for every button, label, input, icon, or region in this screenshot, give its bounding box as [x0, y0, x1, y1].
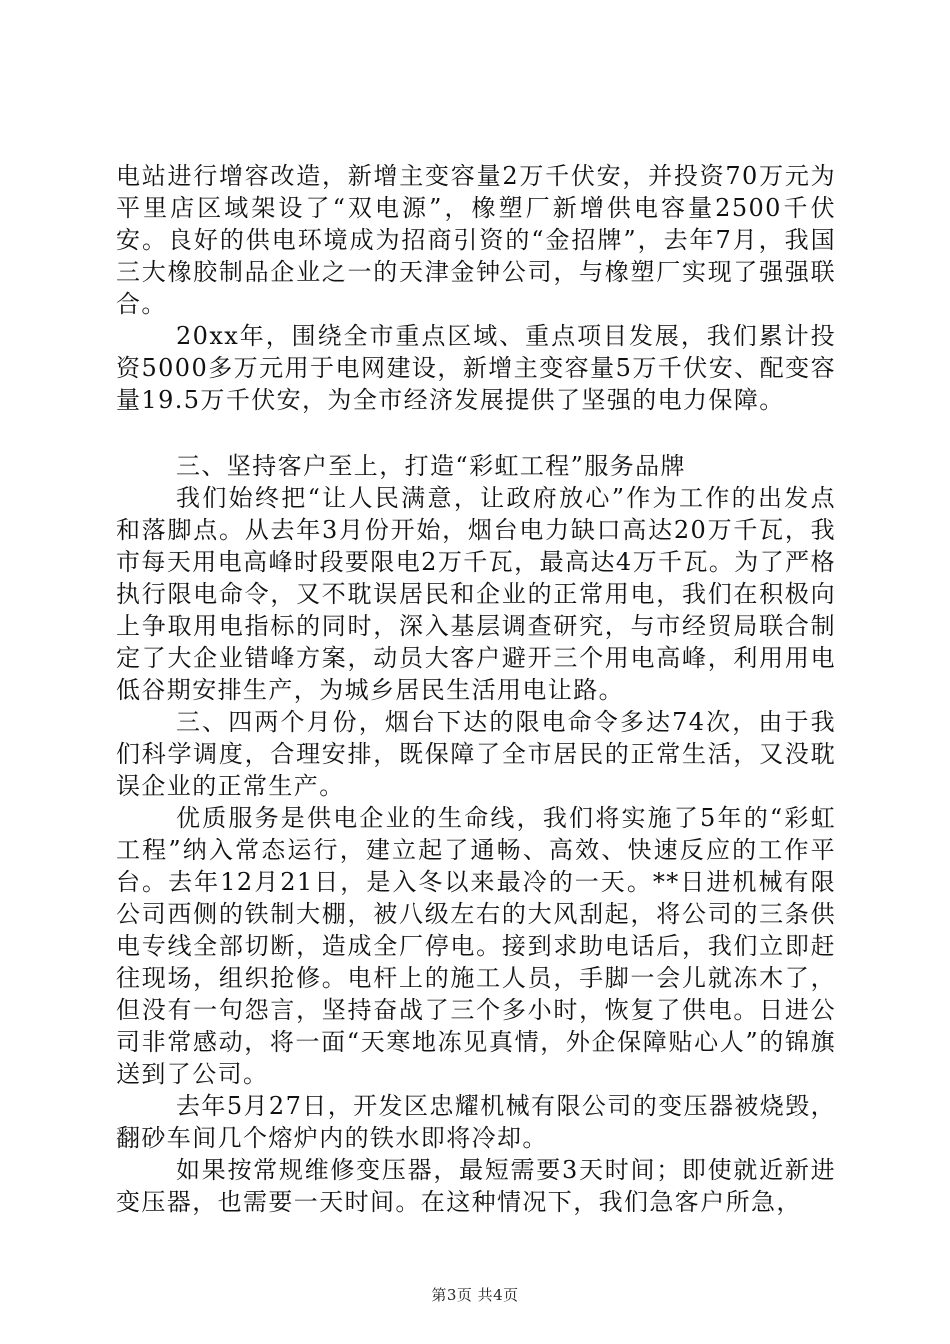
paragraph-continuation: 电站进行增容改造，新增主变容量2万千伏安，并投资70万元为平里店区域架设了“双电源”，橡塑厂新增供电容量2500千伏安。良好的供电环境成为招商引资的“金招牌”，去年7月，我国三大橡胶制品企业之一的天津金钟公司，与橡塑厂实现了强强联合。: [116, 162, 836, 318]
paragraph-transformer-burned: 去年5月27日，开发区忠耀机械有限公司的变压器被烧毁，翻砂车间几个熔炉内的铁水即将冷却。: [116, 1092, 836, 1152]
paragraph-rainbow-project: 优质服务是供电企业的生命线，我们将实施了5年的“彩虹工程”纳入常态运行，建立起了通畅、高效、快速反应的工作平台。去年12月21日，是入冬以来最冷的一天。**日进机械有限公司西侧的铁制大棚，被八级左右的大风刮起，将公司的三条供电专线全部切断，造成全厂停电。接到求助电话后，我们立即赶往现场，组织抢修。电杆上的施工人员，手脚一会儿就冻木了，但没有一句怨言，坚持奋战了三个多小时，恢复了供电。日进公司非常感动，将一面“天寒地冻见真情，外企保障贴心人”的锦旗送到了公司。: [116, 804, 836, 1088]
paragraph-gap: [116, 416, 836, 450]
section-heading: 三、坚持客户至上，打造“彩虹工程”服务品牌: [176, 452, 686, 480]
document-body: [116, 160, 836, 1218]
page-number-footer: 第3页 共4页: [431, 1286, 519, 1304]
paragraph-investment: 20xx年，围绕全市重点区域、重点项目发展，我们累计投资5000多万元用于电网建设，新增主变容量5万千伏安、配变容量19.5万千伏安，为全市经济发展提供了坚强的电力保障。: [116, 322, 836, 414]
paragraph-peak-shaving: 我们始终把“让人民满意，让政府放心”作为工作的出发点和落脚点。从去年3月份开始，烟台电力缺口高达20万千瓦，我市每天用电高峰时段要限电2万千瓦，最高达4万千瓦。为了严格执行限电命令，又不耽误居民和企业的正常用电，我们在积极向上争取用电指标的同时，深入基层调查研究，与市经贸局联合制定了大企业错峰方案，动员大客户避开三个用电高峰，利用用电低谷期安排生产，为城乡居民生活用电让路。: [116, 484, 836, 704]
paragraph-repair-time: 如果按常规维修变压器，最短需要3天时间；即使就近新进变压器，也需要一天时间。在这种情况下，我们急客户所急，: [116, 1156, 836, 1216]
paragraph-power-limit-orders: 三、四两个月份，烟台下达的限电命令多达74次，由于我们科学调度，合理安排，既保障了全市居民的正常生活，又没耽误企业的正常生产。: [116, 708, 836, 800]
